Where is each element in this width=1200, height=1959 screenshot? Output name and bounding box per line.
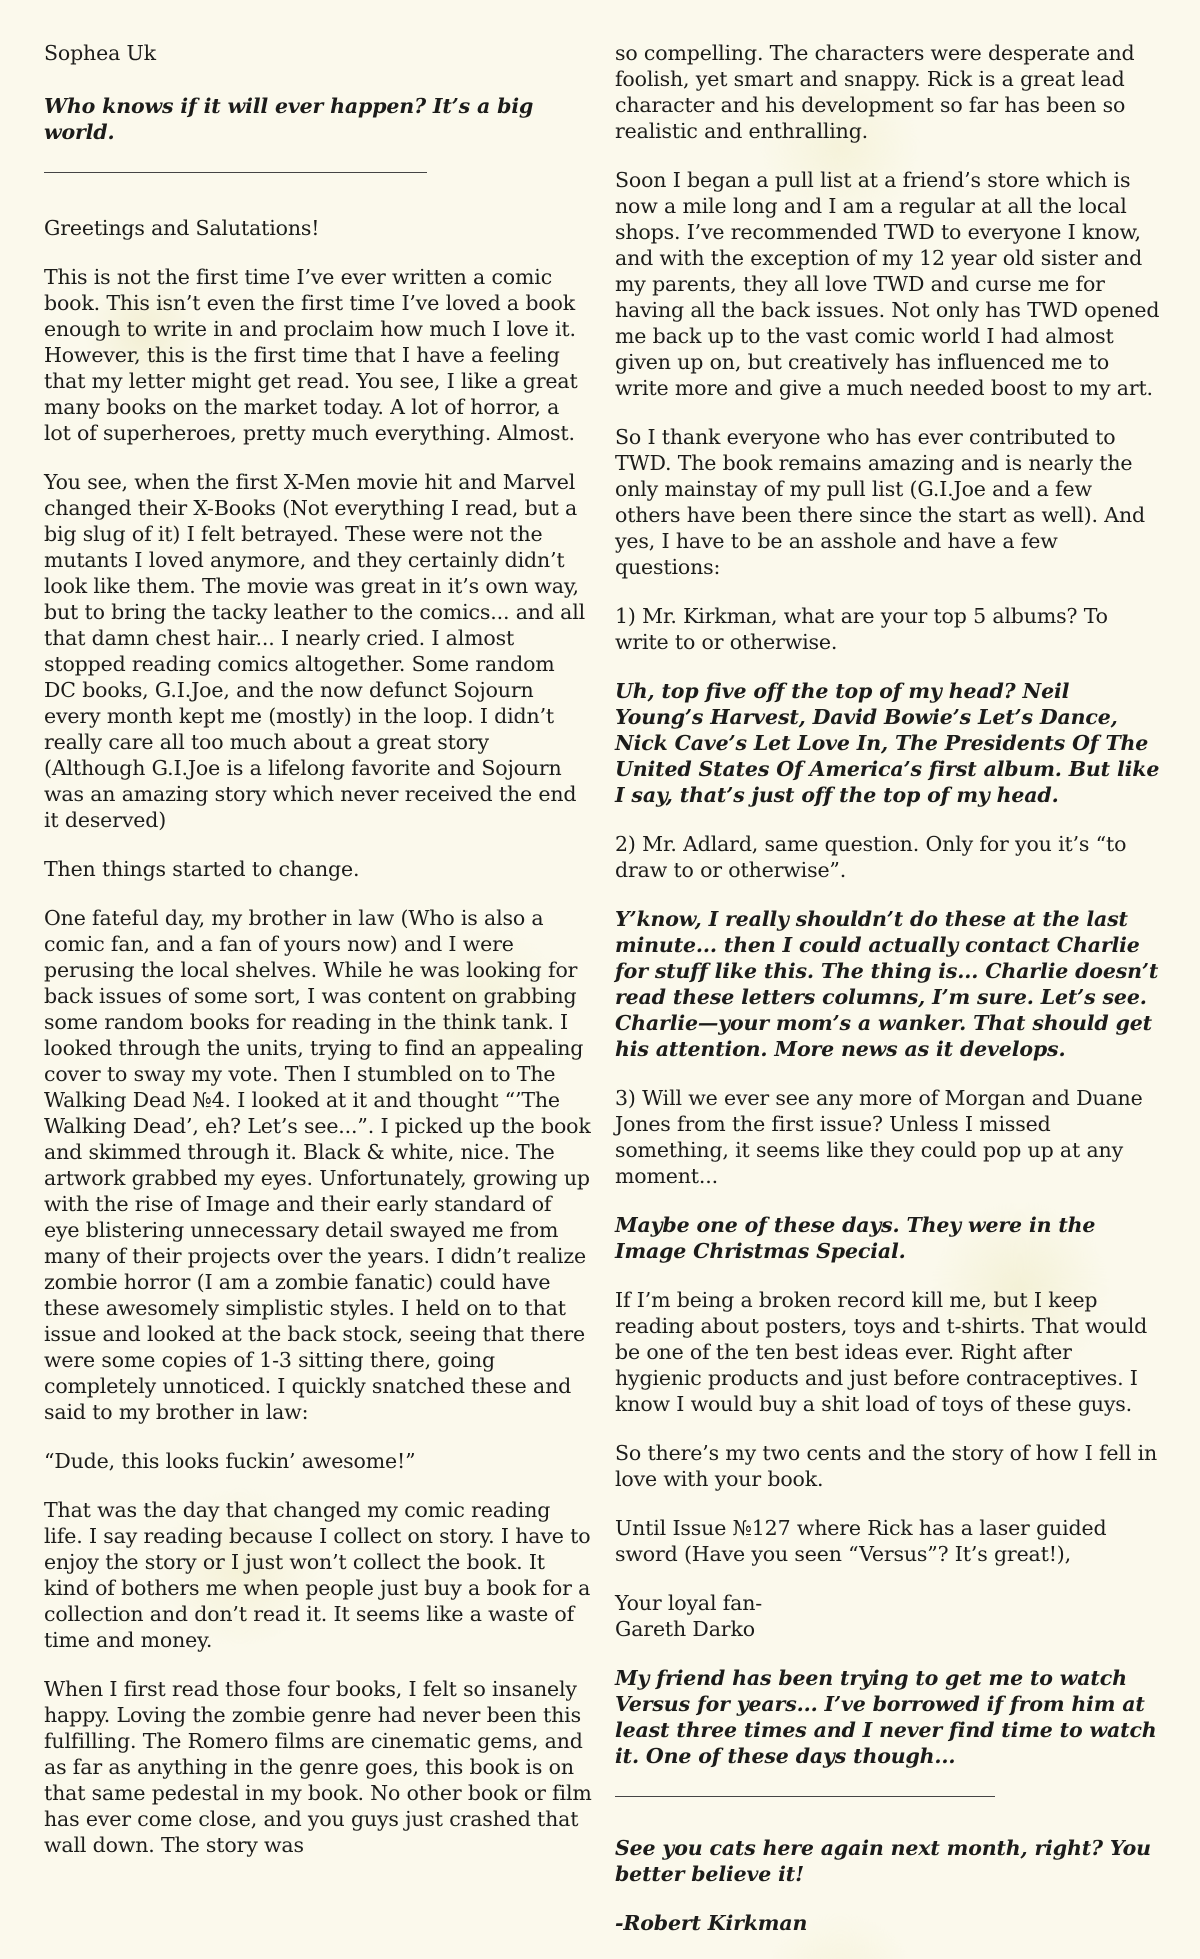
letter-signature-name: Sophea Uk [44,41,156,65]
letter-paragraph: If I’m being a broken record kill me, but I keep reading about posters, toys and t-shirts. That would be one of the ten best ideas ever. Right after hygienic products and just before contraceptives. I know I would buy a shit load of toys of these guys. [615,1288,1148,1416]
editor-reply: My friend has been trying to get me to watch Versus for years... I’ve borrowed if from him at least three times and I never find time to watch it. One of these days though... [615,1666,1157,1768]
section-divider [44,172,427,173]
letter-paragraph: “Dude, this looks fuckin’ awesome!” [44,1449,416,1473]
letter-paragraph: Then things started to change. [44,857,360,881]
editor-reply: Uh, top five off the top of my head? Neil Young’s Harvest, David Bowie’s Let’s Dance, Nick Cave’s Let Love In, The Presidents Of The United States Of America’s first album. But like I say, that’s just off the top of my head. [615,679,1160,807]
letter-paragraph: So there’s my two cents and the story of how I fell in love with your book. [615,1441,1158,1491]
letter-paragraph: Soon I began a pull list at a friend’s store which is now a mile long and I am a regular at all the local shops. I’ve recommended TWD to everyone I know, and with the exception of my 12 year old sister and my parents, they all love TWD and curse me for having all the back issues. Not only has TWD opened me back up to the vast comic world I had almost given up on, but creatively has influenced me to write more and give a much needed boost to my art. [615,168,1160,400]
letter-paragraph: So I thank everyone who has ever contributed to TWD. The book remains amazing and is nearly the only mainstay of my pull list (G.I.Joe and a few others have been there since the start as well). And yes, I have to be an asshole and have a few questions: [615,425,1145,579]
letter-greeting: Greetings and Salutations! [44,216,320,240]
letter-paragraph: Until Issue №127 where Rick has a laser guided sword (Have you seen “Versus”? It’s great!), [615,1516,1107,1566]
letter-signoff: Your loyal fan- Gareth Darko [615,1591,763,1641]
editor-reply: Y’know, I really shouldn’t do these at the last minute... then I could actually contact Charlie for stuff like this. The thing is... Charlie doesn’t read these letters columns, I’m sure. Let’s see. Charlie—your mom’s a wanker. That should get his attention. More news as it develops. [615,907,1159,1061]
editor-reply: Maybe one of these days. They were in the Image Christmas Special. [615,1213,1096,1263]
letter-question: 2) Mr. Adlard, same question. Only for you it’s “to draw to or otherwise”. [615,832,1127,882]
letter-paragraph: One fateful day, my brother in law (Who is also a comic fan, and a fan of yours now) and I were perusing the local shelves. While he was looking for back issues of some sort, I was content on grabbing some random books for reading in the think tank. I looked through the units, trying to find an appealing cover to sway my vote. Then I stumbled on to The Walking Dead №4. I looked at it and thought “’The Walking Dead’, eh? Let’s see...”. I picked up the book and skimmed through it. Black & white, nice. The artwork grabbed my eyes. Unfortunately, growing up with the rise of Image and their early standard of eye blistering unnecessary detail swayed me from many of their projects over the years. I didn’t realize zombie horror (I am a zombie fanatic) could have these awesomely simplistic styles. I held on to that issue and looked at the back stock, seeing that there were some copies of 1-3 sitting there, going completely unnoticed. I quickly snatched these and said to my brother in law: [44,906,591,1424]
section-divider [615,1796,995,1797]
letter-question: 3) Will we ever see any more of Morgan and Duane Jones from the first issue? Unless I missed something, it seems like they could pop up at any moment... [615,1086,1143,1188]
left-column [44,40,592,1858]
right-column [615,40,1160,1959]
editor-reply: Who knows if it will ever happen? It’s a big world. [44,94,534,144]
editor-signature: -Robert Kirkman [615,1911,808,1935]
letter-paragraph: so compelling. The characters were desperate and foolish, yet smart and snappy. Rick is a great lead character and his development so far has been so realistic and enthralling. [615,41,1135,143]
letter-paragraph: You see, when the first X-Men movie hit and Marvel changed their X-Books (Not everything I read, but a big slug of it) I felt betrayed. These were not the mutants I loved anymore, and they certainly didn’t look like them. The movie was great in it’s own way, but to bring the tacky leather to the comics... and all that damn chest hair... I nearly cried. I almost stopped reading comics altogether. Some random DC books, G.I.Joe, and the now defunct Sojourn every month kept me (mostly) in the loop. I didn’t really care all too much about a great story (Although G.I.Joe is a lifelong favorite and Sojourn was an amazing story which never received the end it deserved) [44,470,586,832]
letter-paragraph: That was the day that changed my comic reading life. I say reading because I collect on story. I have to enjoy the story or I just won’t collect the book. It kind of bothers me when people just buy a book for a collection and don’t read it. It seems like a waste of time and money. [44,1498,591,1652]
letter-paragraph: When I first read those four books, I felt so insanely happy. Loving the zombie genre had never been this fulfilling. The Romero films are cinematic gems, and as far as anything in the genre goes, this book is on that same pedestal in my book. No other book or film has ever come close, and you guys just crashed that wall down. The story was [44,1677,592,1857]
letter-question: 1) Mr. Kirkman, what are your top 5 albums? To write to or otherwise. [615,604,1108,654]
letter-paragraph: This is not the first time I’ve ever written a comic book. This isn’t even the first time I’ve loved a book enough to write in and proclaim how much I love it. However, this is the first time that I have a feeling that my letter might get read. You see, I like a great many books on the market today. A lot of horror, a lot of superheroes, pretty much everything. Almost. [44,265,578,445]
editor-closing: See you cats here again next month, right? You better believe it! [615,1836,1151,1886]
